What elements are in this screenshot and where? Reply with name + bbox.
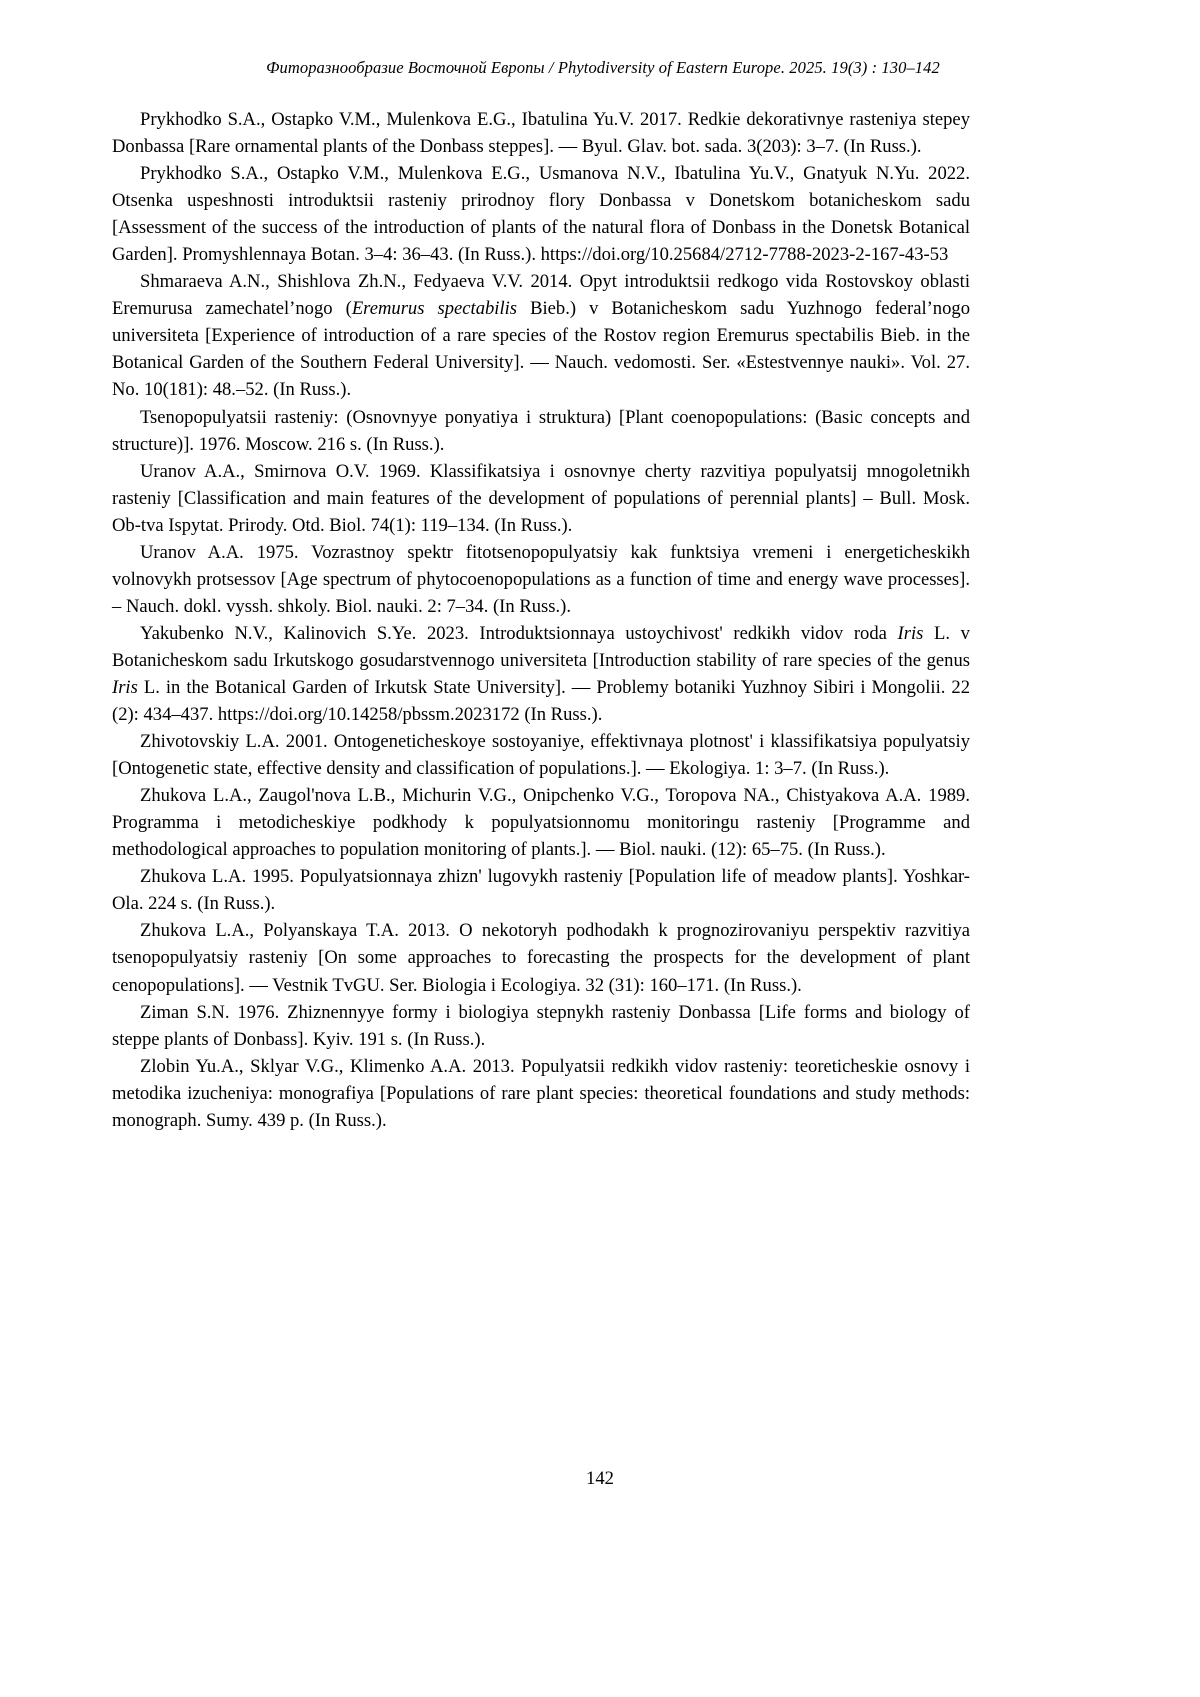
running-head: Фиторазнообразие Восточной Европы / Phytodiversity of Eastern Europe. 2025. 19(3) : 130–142 — [266, 58, 940, 77]
reference-text: Prykhodko S.A., Ostapko V.M., Mulenkova E.G., Usmanova N.V., Ibatulina Yu.V., Gnatyuk N.Yu. 2022. Otsenka uspeshnosti introduktsii rasteniy prirodnoy flory Donbassa v Donetskom botanicheskom sadu [Assessment of the success of the introduction of plants of the natural flora of Donbass in the Donetsk Botanical Garden]. Promyshlennaya Botan. 3–4: 36–43. (In Russ.). https://doi.org/10.25684/2712-7788-2023-2-167-43-53 — [112, 163, 970, 266]
reference-entry — [112, 1053, 970, 1134]
reference-entry — [112, 106, 970, 160]
reference-text: Zhukova L.A. 1995. Populyatsionnaya zhizn' lugovykh rasteniy [Population life of meadow plants]. Yoshkar-Ola. 224 s. (In Russ.). — [112, 866, 970, 915]
reference-entry — [112, 728, 970, 782]
reference-text: Uranov A.A. 1975. Vozrastnoy spektr fitotsenopopulyatsiy kak funktsiya vremeni i energeticheskikh volnovykh protsessov [Age spectrum of phytocoenopopulations as a function of time and energy wave processes]. – Nauch. dokl. vyssh. shkoly. Biol. nauki. 2: 7–34. (In Russ.). — [112, 541, 970, 617]
reference-text: Prykhodko S.A., Ostapko V.M., Mulenkova E.G., Ibatulina Yu.V. 2017. Redkie dekorativnye rasteniya stepey Donbassa [Rare ornamental plants of the Donbass steppes]. — Byul. Glav. bot. sada. 3(203): 3–7. (In Russ.). — [112, 109, 970, 158]
reference-text: Yakubenko N.V., Kalinovich S.Ye. 2023. Introduktsionnaya ustoychivost' redkikh vidov roda — [140, 622, 898, 644]
page-number: 142 — [586, 1468, 614, 1489]
reference-entry — [112, 917, 970, 998]
reference-text: L. in the Botanical Garden of Irkutsk State University]. — Problemy botaniki Yuzhnoy Sibiri i Mongolii. 22 (2): 434–437. https://doi.org/10.14258/pbssm.2023172 (In Russ.). — [112, 676, 970, 726]
reference-entry — [112, 458, 970, 539]
reference-text: Tsenopopulyatsii rasteniy: (Osnovnyye ponyatiya i struktura) [Plant coenopopulations: (Basic concepts and structure)]. 1976. Moscow. 216 s. (In Russ.). — [112, 406, 970, 455]
reference-text: L. v Botanicheskom sadu Irkutskogo gosudarstvennogo universiteta [Introduction stability of rare species of the genus — [112, 622, 970, 671]
reference-text: Shmaraeva A.N., Shishlova Zh.N., Fedyaeva V.V. 2014. Opyt introduktsii redkogo vida Rostovskoy oblasti Eremurusa zamechatel’nogo ( — [112, 271, 970, 320]
reference-entry — [112, 268, 970, 403]
reference-entry — [112, 620, 970, 728]
reference-entry — [112, 539, 970, 620]
reference-text: Zhivotovskiy L.A. 2001. Ontogeneticheskoye sostoyaniye, effektivnaya plotnost' i klassifikatsiya populyatsiy [Ontogenetic state, effective density and classification of populations.]. — Ekologiya. 1: 3–7. (In Russ.). — [112, 731, 970, 780]
reference-text: Uranov A.A., Smirnova O.V. 1969. Klassifikatsiya i osnovnye cherty razvitiya populyatsij mnogoletnikh rasteniy [Classification and main features of the development of populations of perennial plants] – Bull. Mosk. Ob-tva Ispytat. Prirody. Otd. Biol. 74(1): 119–134. (In Russ.). — [112, 460, 970, 536]
reference-entry — [112, 782, 970, 863]
reference-entry — [112, 863, 970, 917]
species-name: Eremurus spectabilis — [351, 298, 518, 320]
reference-text: Zhukova L.A., Polyanskaya T.A. 2013. O nekotoryh podhodakh k prognozirovaniyu perspektiv razvitiya tsenopopulyatsiy rasteniy [On some approaches to forecasting the prospects for the development of plant cenopopulations]. — Vestnik TvGU. Ser. Biologia i Ecologiya. 32 (31): 160–171. (In Russ.). — [112, 920, 970, 996]
species-name: Iris — [897, 622, 924, 644]
reference-entry — [112, 999, 970, 1053]
reference-text: Zlobin Yu.A., Sklyar V.G., Klimenko A.A. 2013. Populyatsii redkikh vidov rasteniy: teoreticheskie osnovy i metodika izucheniya: monografiya [Populations of rare plant species: theoretical foundations and study methods: monograph. Sumy. 439 p. (In Russ.). — [112, 1055, 970, 1131]
reference-text: Bieb.) v Botanicheskom sadu Yuzhnogo federal’nogo universiteta [Experience of introduction of a rare species of the Rostov region Eremurus spectabilis Bieb. in the Botanical Garden of the Southern Federal University]. — Nauch. vedomosti. Ser. «Estestvennye nauki». Vol. 27. No. 10(181): 48.–52. (In Russ.). — [112, 298, 970, 401]
reference-text: Zhukova L.A., Zaugol'nova L.B., Michurin V.G., Onipchenko V.G., Toropova NA., Chistyakova A.A. 1989. Programma i metodicheskiye podkhody k populyatsionnomu monitoringu rasteniy [Programme and methodological approaches to population monitoring of plants.]. — Biol. nauki. (12): 65–75. (In Russ.). — [112, 785, 970, 861]
reference-text: Ziman S.N. 1976. Zhiznennyye formy i biologiya stepnykh rasteniy Donbassa [Life forms and biology of steppe plants of Donbass]. Kyiv. 191 s. (In Russ.). — [112, 1001, 970, 1050]
reference-entry — [112, 160, 970, 268]
species-name: Iris — [112, 676, 138, 698]
reference-entry — [112, 404, 970, 458]
references-list — [112, 106, 970, 1134]
